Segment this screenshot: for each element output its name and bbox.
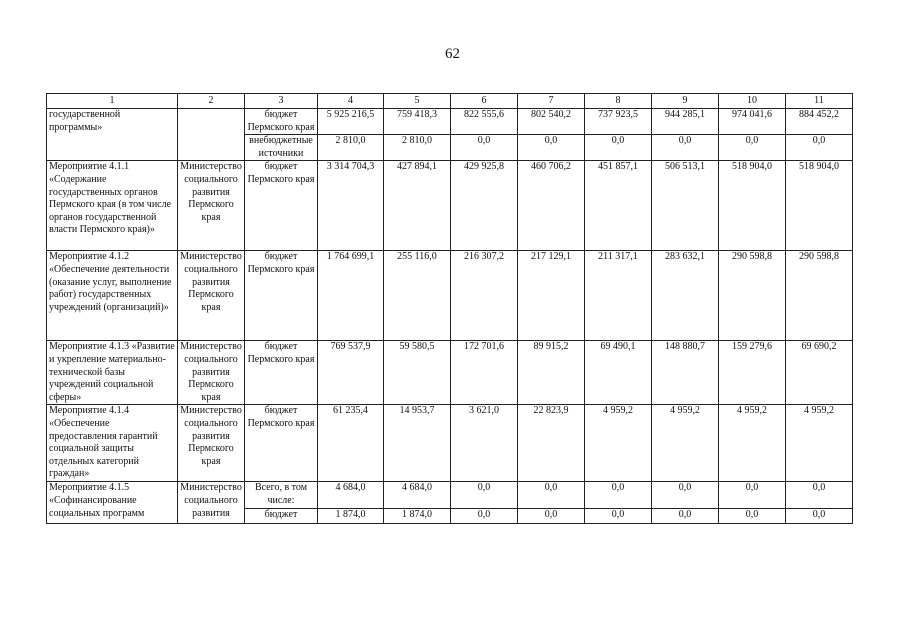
value-cell: 0,0 <box>518 135 585 161</box>
value-cell: 4 684,0 <box>318 482 384 508</box>
value-cell: 1 764 699,1 <box>318 251 384 341</box>
value-cell: 0,0 <box>719 135 786 161</box>
value-cell: 0,0 <box>451 135 518 161</box>
table-row <box>47 405 853 482</box>
funding-source: бюджет Пермского края <box>245 251 318 341</box>
value-cell: 3 621,0 <box>451 405 518 482</box>
funding-source: бюджет Пермского края <box>245 109 318 135</box>
value-cell: 217 129,1 <box>518 251 585 341</box>
value-cell: 4 959,2 <box>786 405 853 482</box>
value-cell: 944 285,1 <box>652 109 719 135</box>
value-cell: 22 823,9 <box>518 405 585 482</box>
header-cell: 7 <box>518 94 585 109</box>
executor-cell <box>178 109 245 161</box>
value-cell: 0,0 <box>652 135 719 161</box>
value-cell: 159 279,6 <box>719 341 786 405</box>
funding-source: бюджет Пермского края <box>245 405 318 482</box>
executor-cell: Министерство социального развития Пермского края <box>178 251 245 341</box>
measure-name: Мероприятие 4.1.1 «Содержание государственных органов Пермского края (в том числе органов государственной власти Пермского края)» <box>47 161 178 251</box>
value-cell: 0,0 <box>786 482 853 508</box>
value-cell: 0,0 <box>786 508 853 523</box>
header-cell: 5 <box>384 94 451 109</box>
header-cell: 6 <box>451 94 518 109</box>
value-cell: 0,0 <box>451 482 518 508</box>
value-cell: 0,0 <box>585 135 652 161</box>
table-row <box>47 251 853 341</box>
value-cell: 290 598,8 <box>719 251 786 341</box>
value-cell: 255 116,0 <box>384 251 451 341</box>
funding-source: внебюджетные источники <box>245 135 318 161</box>
executor-cell: Министерство социального развития Пермского края <box>178 161 245 251</box>
value-cell: 0,0 <box>652 508 719 523</box>
value-cell: 506 513,1 <box>652 161 719 251</box>
value-cell: 4 959,2 <box>652 405 719 482</box>
value-cell: 427 894,1 <box>384 161 451 251</box>
value-cell: 429 925,8 <box>451 161 518 251</box>
value-cell: 290 598,8 <box>786 251 853 341</box>
value-cell: 172 701,6 <box>451 341 518 405</box>
table-row <box>47 161 853 251</box>
value-cell: 518 904,0 <box>719 161 786 251</box>
header-cell: 9 <box>652 94 719 109</box>
value-cell: 974 041,6 <box>719 109 786 135</box>
header-cell: 8 <box>585 94 652 109</box>
value-cell: 884 452,2 <box>786 109 853 135</box>
executor-cell: Министерство социального развития Пермского края <box>178 341 245 405</box>
table-row <box>47 341 853 405</box>
value-cell: 283 632,1 <box>652 251 719 341</box>
value-cell: 518 904,0 <box>786 161 853 251</box>
value-cell: 0,0 <box>518 508 585 523</box>
value-cell: 216 307,2 <box>451 251 518 341</box>
value-cell: 759 418,3 <box>384 109 451 135</box>
value-cell: 3 314 704,3 <box>318 161 384 251</box>
value-cell: 4 959,2 <box>585 405 652 482</box>
value-cell: 69 490,1 <box>585 341 652 405</box>
funding-source: бюджет Пермского края <box>245 341 318 405</box>
value-cell: 0,0 <box>585 482 652 508</box>
value-cell: 14 953,7 <box>384 405 451 482</box>
measure-name: Мероприятие 4.1.5 «Софинансирование социальных программ <box>47 482 178 523</box>
value-cell: 211 317,1 <box>585 251 652 341</box>
value-cell: 802 540,2 <box>518 109 585 135</box>
value-cell: 4 959,2 <box>719 405 786 482</box>
value-cell: 0,0 <box>719 482 786 508</box>
value-cell: 0,0 <box>786 135 853 161</box>
executor-cell: Министерство социального развития Пермского края <box>178 405 245 482</box>
value-cell: 460 706,2 <box>518 161 585 251</box>
value-cell: 822 555,6 <box>451 109 518 135</box>
measure-name: Мероприятие 4.1.2 «Обеспечение деятельности (оказание услуг, выполнение работ) государственных учреждений (организаций)» <box>47 251 178 341</box>
value-cell: 2 810,0 <box>318 135 384 161</box>
value-cell: 1 874,0 <box>318 508 384 523</box>
header-cell: 10 <box>719 94 786 109</box>
header-row <box>47 94 853 109</box>
value-cell: 69 690,2 <box>786 341 853 405</box>
header-cell: 2 <box>178 94 245 109</box>
value-cell: 61 235,4 <box>318 405 384 482</box>
table-row <box>47 482 853 508</box>
value-cell: 5 925 216,5 <box>318 109 384 135</box>
value-cell: 89 915,2 <box>518 341 585 405</box>
value-cell: 737 923,5 <box>585 109 652 135</box>
funding-source: Всего, в том числе: <box>245 482 318 508</box>
value-cell: 59 580,5 <box>384 341 451 405</box>
header-cell: 4 <box>318 94 384 109</box>
value-cell: 0,0 <box>518 482 585 508</box>
funding-source: бюджет <box>245 508 318 523</box>
executor-cell: Министерство социального развития <box>178 482 245 523</box>
value-cell: 148 880,7 <box>652 341 719 405</box>
value-cell: 451 857,1 <box>585 161 652 251</box>
header-cell: 1 <box>47 94 178 109</box>
value-cell: 0,0 <box>451 508 518 523</box>
value-cell: 769 537,9 <box>318 341 384 405</box>
value-cell: 0,0 <box>719 508 786 523</box>
header-cell: 11 <box>786 94 853 109</box>
measure-name: Мероприятие 4.1.4 «Обеспечение предоставления гарантий социальной защиты отдельных категорий граждан» <box>47 405 178 482</box>
measure-name: государственной программы» <box>47 109 178 161</box>
budget-table <box>46 93 853 524</box>
value-cell: 2 810,0 <box>384 135 451 161</box>
value-cell: 1 874,0 <box>384 508 451 523</box>
funding-source: бюджет Пермского края <box>245 161 318 251</box>
page-number: 62 <box>445 46 460 62</box>
header-cell: 3 <box>245 94 318 109</box>
value-cell: 0,0 <box>652 482 719 508</box>
measure-name: Мероприятие 4.1.3 «Развитие и укрепление материально-технической базы учреждений социальной сферы» <box>47 341 178 405</box>
value-cell: 4 684,0 <box>384 482 451 508</box>
value-cell: 0,0 <box>585 508 652 523</box>
table-row <box>47 109 853 135</box>
